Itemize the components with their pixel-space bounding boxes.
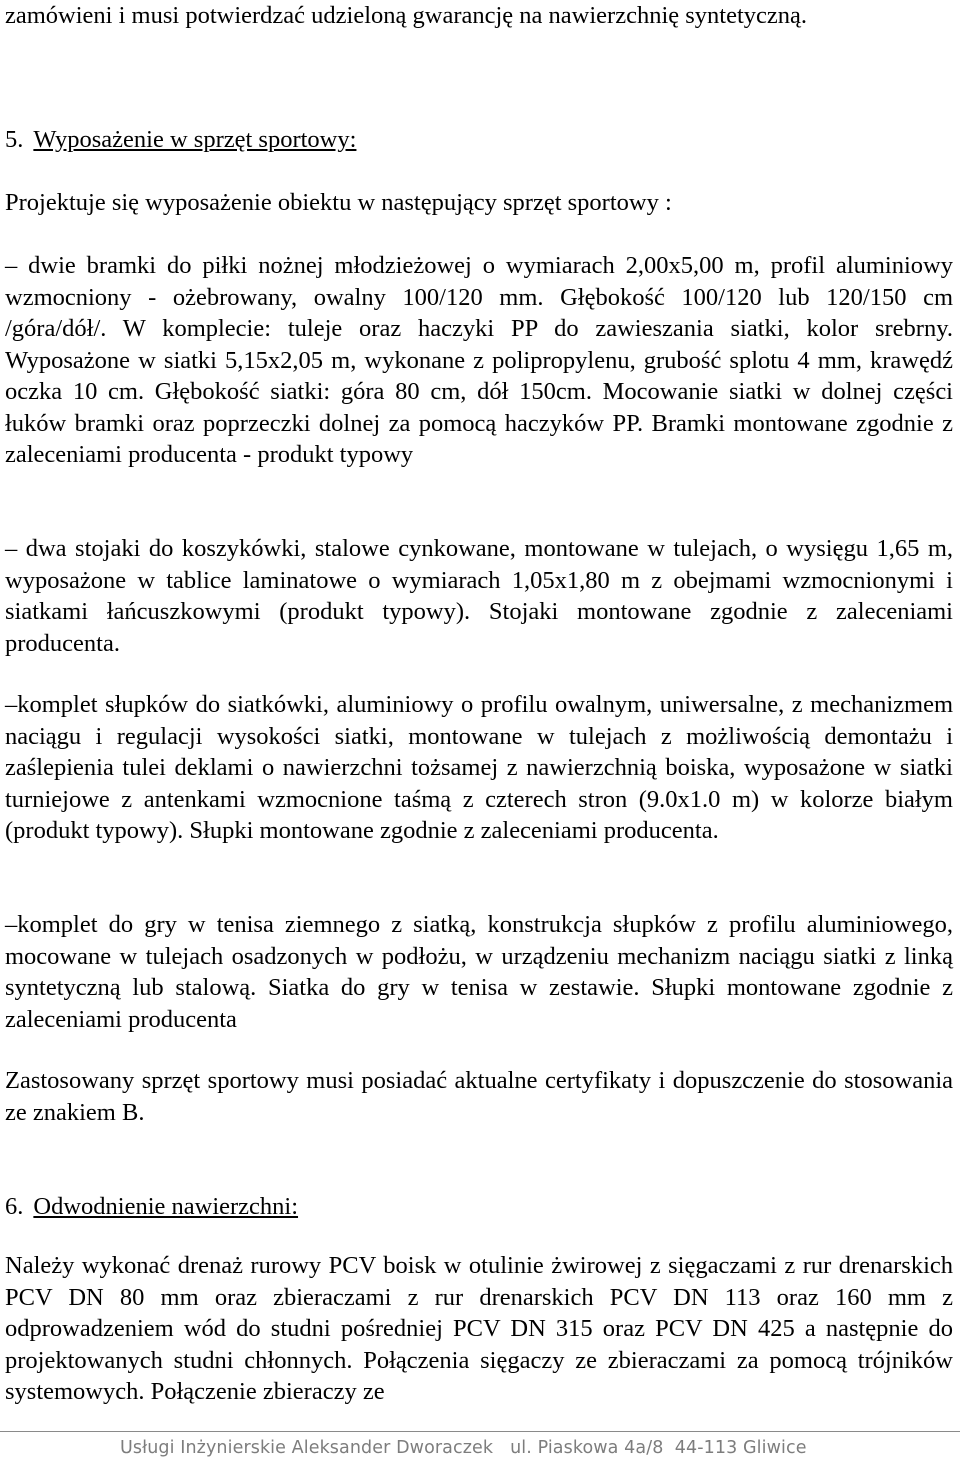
section-5-title: Wyposażenie w sprzęt sportowy: [33, 126, 357, 153]
section-6-heading [5, 1191, 298, 1223]
page-footer [0, 1431, 960, 1464]
section-5-closing: Zastosowany sprzęt sportowy musi posiadać aktualne certyfikaty i dopuszczenie do stosowania ze znakiem B. [5, 1067, 953, 1126]
equipment-item-football-goals: – dwie bramki do piłki nożnej młodzieżowej o wymiarach 2,00x5,00 m, profil aluminiowy wzmocniony - ożebrowany, owalny 100/120 mm. Głębokość 100/120 lub 120/150 cm /góra/dół/. W komplecie: tuleje oraz haczyki PP do zawieszania siatki, kolor srebrny. Wyposażone w siatki 5,15x2,05 m, wykonane z polipropylenu, grubość splotu 4 mm, krawędź oczka 10 cm. Głębokość siatki: góra 80 cm, dół 150cm. Mocowanie siatki w dolnej części łuków bramki oraz poprzeczki dolnej za pomocą haczyków PP. Bramki montowane zgodnie z zaleceniami producenta - produkt typowy [5, 252, 953, 468]
equipment-item-volleyball-posts: –komplet słupków do siatkówki, aluminiowy o profilu owalnym, uniwersalne, z mechanizmem naciągu i regulacji wysokości siatki, montowane w tulejach z możliwością demontażu i zaślepienia tulei deklami o nawierzchni tożsamej z nawierzchnią boiska, wyposażone w siatki turniejowe z antenkami wzmocnione taśmą z czterech stron (9.0x1.0 m) w kolorze białym (produkt typowy). Słupki montowane zgodnie z zaleceniami producenta. [5, 691, 953, 844]
equipment-item-basketball-stands: – dwa stojaki do koszykówki, stalowe cynkowane, montowane w tulejach, o wysięgu 1,65 m, wyposażone w tablice laminatowe o wymiarach 1,05x1,80 m z obejmami wzmocnionymi i siatkami łańcuszkowymi (produkt typowy). Stojaki montowane zgodnie z zaleceniami producenta. [5, 535, 953, 657]
section-5-heading [5, 124, 356, 156]
section-6-title: Odwodnienie nawierzchni: [33, 1193, 299, 1220]
section-5-number: 5. [5, 126, 24, 153]
equipment-item-tennis-set: –komplet do gry w tenisa ziemnego z siatką, konstrukcja słupków z profilu aluminiowego, mocowane w tulejach osadzonych w podłożu, w urządzeniu mechanizm naciągu siatki z linką syntetyczną lub stalową. Siatka do gry w tenisa w zestawie. Słupki montowane zgodnie z zaleceniami producenta [5, 911, 953, 1033]
footer-text: Usługi Inżynierskie Aleksander Dworaczek ul. Piaskowa 4a/8 44-113 Gliwice [120, 1438, 807, 1458]
section-5-intro: Projektuje się wyposażenie obiektu w następujący sprzęt sportowy : [5, 189, 672, 216]
section-6-paragraph: Należy wykonać drenaż rurowy PCV boisk w otulinie żwirowej z sięgaczami z rur drenarskich PCV DN 80 mm oraz zbieraczami z rur drenarskich PCV DN 113 oraz 160 mm z odprowadzeniem wód do studni pośredniej PCV DN 315 oraz PCV DN 425 a następnie do projektowanych studni chłonnych. Połączenia sięgaczy ze zbieraczami za pomocą trójników systemowych. Połączenie zbieraczy ze [5, 1252, 953, 1405]
continuation-paragraph: zamówieni i musi potwierdzać udzieloną gwarancję na nawierzchnię syntetyczną. [5, 2, 808, 29]
section-6-number: 6. [5, 1193, 24, 1220]
